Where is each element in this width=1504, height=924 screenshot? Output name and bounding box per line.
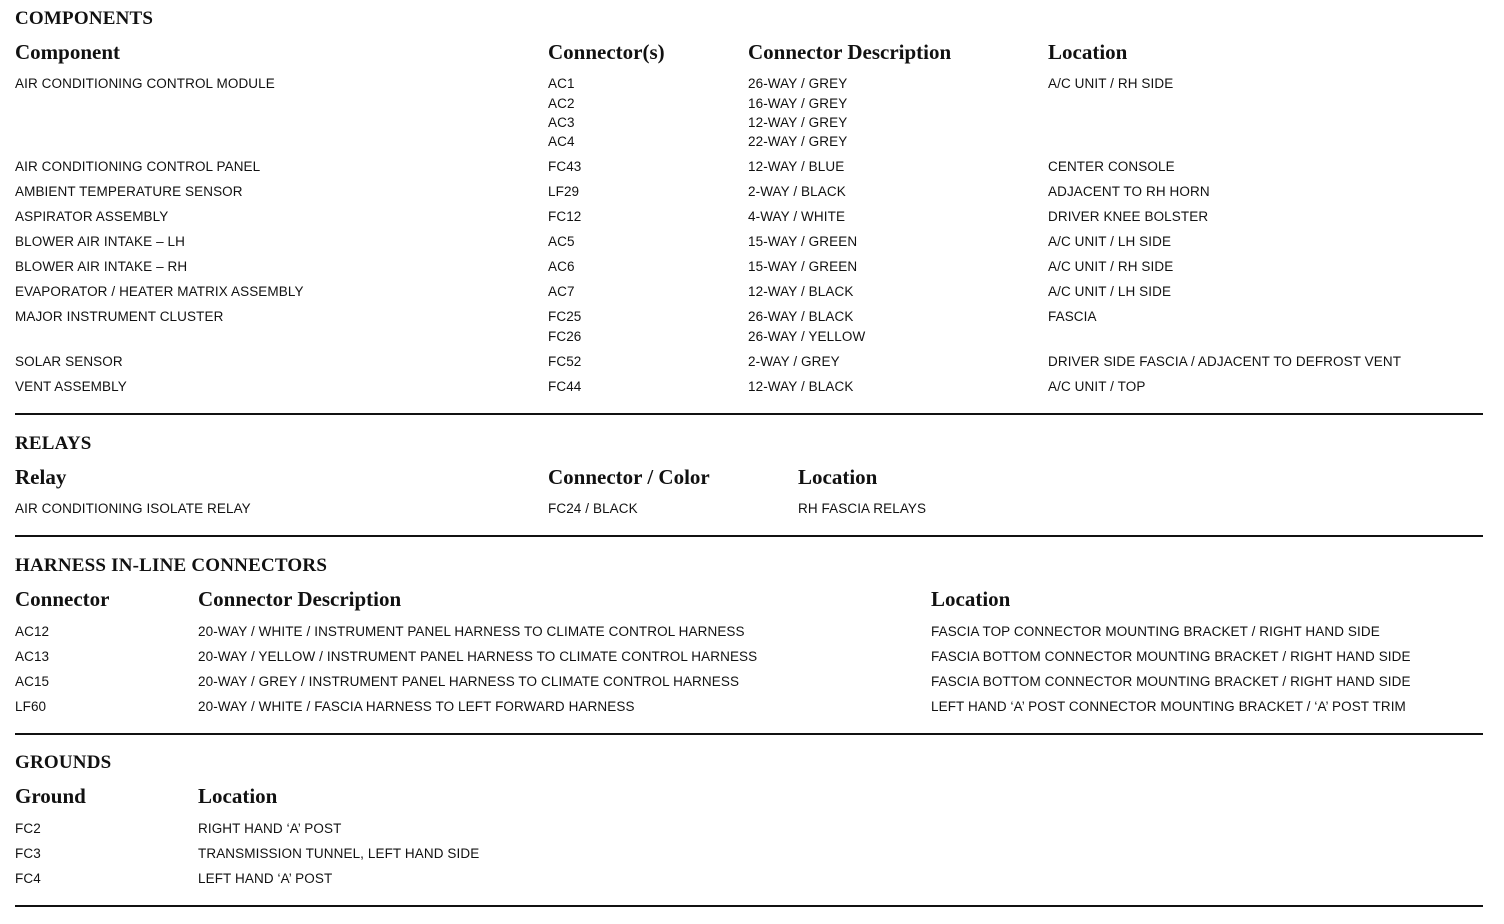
relay-location: RH FASCIA RELAYS: [798, 501, 927, 516]
components-header-description: Connector Description: [748, 40, 952, 64]
harness-description: 20-WAY / YELLOW / INSTRUMENT PANEL HARNESS TO CLIMATE CONTROL HARNESS: [198, 649, 758, 664]
harness-location: LEFT HAND ‘A’ POST CONNECTOR MOUNTING BRACKET / ‘A’ POST TRIM: [931, 699, 1406, 714]
ground-id: FC2: [15, 821, 41, 836]
harness-title: HARNESS IN-LINE CONNECTORS: [15, 555, 328, 576]
harness-description: 20-WAY / WHITE / FASCIA HARNESS TO LEFT FORWARD HARNESS: [198, 699, 635, 714]
harness-location: FASCIA BOTTOM CONNECTOR MOUNTING BRACKET / RIGHT HAND SIDE: [931, 674, 1411, 689]
relay-connector: FC24 / BLACK: [548, 501, 638, 516]
component-name: VENT ASSEMBLY: [15, 379, 127, 394]
connector-id: AC2: [548, 96, 575, 111]
connector-description: 12-WAY / BLACK: [748, 284, 854, 299]
harness-connector: LF60: [15, 699, 47, 714]
ground-location: LEFT HAND ‘A’ POST: [198, 871, 333, 886]
component-name: ASPIRATOR ASSEMBLY: [15, 209, 169, 224]
connector-description: 12-WAY / BLACK: [748, 379, 854, 394]
connector-description: 15-WAY / GREEN: [748, 234, 858, 249]
section-divider: [15, 905, 1483, 907]
harness-header-connector: Connector: [15, 587, 110, 611]
ground-id: FC3: [15, 846, 41, 861]
connector-id: AC7: [548, 284, 575, 299]
harness-connector: AC13: [15, 649, 50, 664]
connector-description: 22-WAY / GREY: [748, 134, 848, 149]
component-name: BLOWER AIR INTAKE – LH: [15, 234, 185, 249]
component-name: MAJOR INSTRUMENT CLUSTER: [15, 309, 224, 324]
connector-id: AC5: [548, 234, 575, 249]
connector-description: 12-WAY / BLUE: [748, 159, 845, 174]
component-name: BLOWER AIR INTAKE – RH: [15, 259, 188, 274]
component-location: A/C UNIT / LH SIDE: [1048, 234, 1172, 249]
connector-description: 2-WAY / BLACK: [748, 184, 846, 199]
connector-description: 16-WAY / GREY: [748, 96, 848, 111]
connector-id: AC6: [548, 259, 575, 274]
connector-description: 2-WAY / GREY: [748, 354, 840, 369]
grounds-header-ground: Ground: [15, 784, 86, 808]
component-location: A/C UNIT / TOP: [1048, 379, 1146, 394]
connector-description: 26-WAY / GREY: [748, 76, 848, 91]
connector-id: FC12: [548, 209, 582, 224]
component-location: ADJACENT TO RH HORN: [1048, 184, 1210, 199]
connector-id: FC43: [548, 159, 582, 174]
component-name: EVAPORATOR / HEATER MATRIX ASSEMBLY: [15, 284, 304, 299]
components-header-location: Location: [1048, 40, 1128, 64]
ground-id: FC4: [15, 871, 41, 886]
section-divider: [15, 733, 1483, 735]
component-name: AMBIENT TEMPERATURE SENSOR: [15, 184, 243, 199]
components-header-component: Component: [15, 40, 121, 64]
relays-header-location: Location: [798, 465, 878, 489]
harness-location: FASCIA BOTTOM CONNECTOR MOUNTING BRACKET / RIGHT HAND SIDE: [931, 649, 1411, 664]
connector-description: 15-WAY / GREEN: [748, 259, 858, 274]
connector-id: FC44: [548, 379, 582, 394]
harness-description: 20-WAY / GREY / INSTRUMENT PANEL HARNESS TO CLIMATE CONTROL HARNESS: [198, 674, 740, 689]
component-location: DRIVER SIDE FASCIA / ADJACENT TO DEFROST VENT: [1048, 354, 1402, 369]
harness-header-location: Location: [931, 587, 1011, 611]
harness-header-description: Connector Description: [198, 587, 402, 611]
component-location: A/C UNIT / LH SIDE: [1048, 284, 1172, 299]
component-location: DRIVER KNEE BOLSTER: [1048, 209, 1209, 224]
connector-id: LF29: [548, 184, 580, 199]
component-location: A/C UNIT / RH SIDE: [1048, 76, 1174, 91]
component-name: SOLAR SENSOR: [15, 354, 123, 369]
section-divider: [15, 535, 1483, 537]
grounds-title: GROUNDS: [15, 752, 112, 773]
relays-title: RELAYS: [15, 433, 92, 454]
connector-id: FC52: [548, 354, 582, 369]
connector-id: FC25: [548, 309, 582, 324]
harness-connector: AC15: [15, 674, 50, 689]
harness-description: 20-WAY / WHITE / INSTRUMENT PANEL HARNESS TO CLIMATE CONTROL HARNESS: [198, 624, 745, 639]
connector-id: AC3: [548, 115, 575, 130]
component-location: A/C UNIT / RH SIDE: [1048, 259, 1174, 274]
harness-connector: AC12: [15, 624, 50, 639]
components-title: COMPONENTS: [15, 8, 154, 29]
connector-id: FC26: [548, 329, 582, 344]
components-header-connectors: Connector(s): [548, 40, 665, 64]
component-location: FASCIA: [1048, 309, 1097, 324]
component-name: AIR CONDITIONING CONTROL PANEL: [15, 159, 261, 174]
component-location: CENTER CONSOLE: [1048, 159, 1175, 174]
connector-id: AC4: [548, 134, 575, 149]
harness-location: FASCIA TOP CONNECTOR MOUNTING BRACKET / RIGHT HAND SIDE: [931, 624, 1380, 639]
connector-id: AC1: [548, 76, 575, 91]
relay-name: AIR CONDITIONING ISOLATE RELAY: [15, 501, 251, 516]
ground-location: RIGHT HAND ‘A’ POST: [198, 821, 342, 836]
connector-description: 26-WAY / YELLOW: [748, 329, 866, 344]
ground-location: TRANSMISSION TUNNEL, LEFT HAND SIDE: [198, 846, 480, 861]
connector-description: 12-WAY / GREY: [748, 115, 848, 130]
component-name: AIR CONDITIONING CONTROL MODULE: [15, 76, 275, 91]
connector-description: 4-WAY / WHITE: [748, 209, 846, 224]
relays-header-relay: Relay: [15, 465, 67, 489]
connector-description: 26-WAY / BLACK: [748, 309, 854, 324]
grounds-header-location: Location: [198, 784, 278, 808]
section-divider: [15, 413, 1483, 415]
relays-header-connector: Connector / Color: [548, 465, 710, 489]
